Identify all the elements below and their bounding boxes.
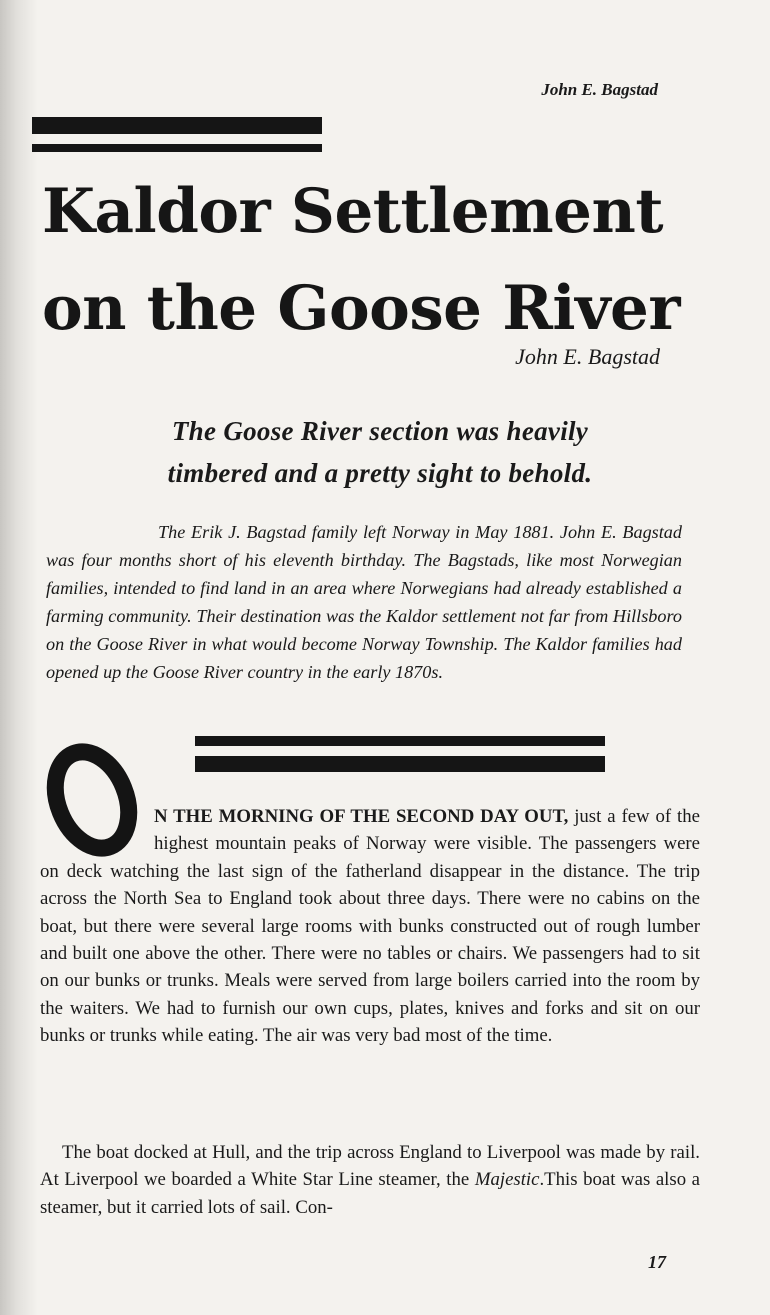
pullquote <box>70 410 690 494</box>
body-rule-top <box>195 736 605 746</box>
ship-name: Majestic <box>474 1169 540 1191</box>
page-number: 17 <box>648 1252 666 1272</box>
body-rule-bottom <box>195 756 605 772</box>
body-paragraph-1 <box>40 803 700 1050</box>
lead-in: N THE MORNING OF THE SECOND DAY OUT, <box>154 806 569 827</box>
book-gutter-shadow <box>0 0 38 1315</box>
intro-paragraph: The Erik J. Bagstad family left Norway in May 1881. John E. Bagstad was four months short of his eleventh birthday. The Bagstads, like most Norwegian families, intended to find land in an area where Norwegians had already established a farming community. Their destination was the Kaldor settlement not far from Hillsboro on the Goose River in what would become Norway Township. The Kaldor families had opened up the Goose River country in the early 1870s. <box>46 522 682 682</box>
pullquote-line-2: timbered and a pretty sight to behold. <box>167 458 593 488</box>
title-rule-bottom <box>32 144 322 152</box>
article-title <box>42 163 722 357</box>
running-head: John E. Bagstad <box>541 80 658 99</box>
drop-cap-space <box>40 803 154 853</box>
paragraph-2-start: The boat docked at Hull, and the trip across England to Liverpool was made by rail. At Liverpool we boarded a White Star Line steamer, the <box>40 1142 700 1191</box>
drop-cap-letter: O <box>36 738 37 739</box>
pullquote-line-1: The Goose River section was heavily <box>171 416 589 446</box>
title-line-1: Kaldor Settlement <box>42 176 664 247</box>
body-paragraph-2 <box>40 1139 700 1221</box>
title-rule-top <box>32 117 322 134</box>
paragraph-2-end: .This boat was also a steamer, but it carried lots of sail. Con- <box>40 1169 700 1218</box>
title-line-2: on the Goose River <box>42 273 680 344</box>
byline: John E. Bagstad <box>515 344 660 369</box>
paragraph-1-text: just a few of the highest mountain peaks of Norway were visible. The passengers were on deck watching the last sign of the fatherland disappear in the distance. The trip across the North Sea to England took about three days. There were no cabins on the boat, but there were several large rooms with bunks constructed out of rough lumber and built one above the other. There were no tables or chairs. We passengers had to sit on our bunks or trunks. Meals were served from large boilers carried into the room by the waiters. We had to furnish our own cups, plates, knives and forks and sit on our bunks or trunks while eating. The air was very bad most of the time. <box>40 806 700 1047</box>
